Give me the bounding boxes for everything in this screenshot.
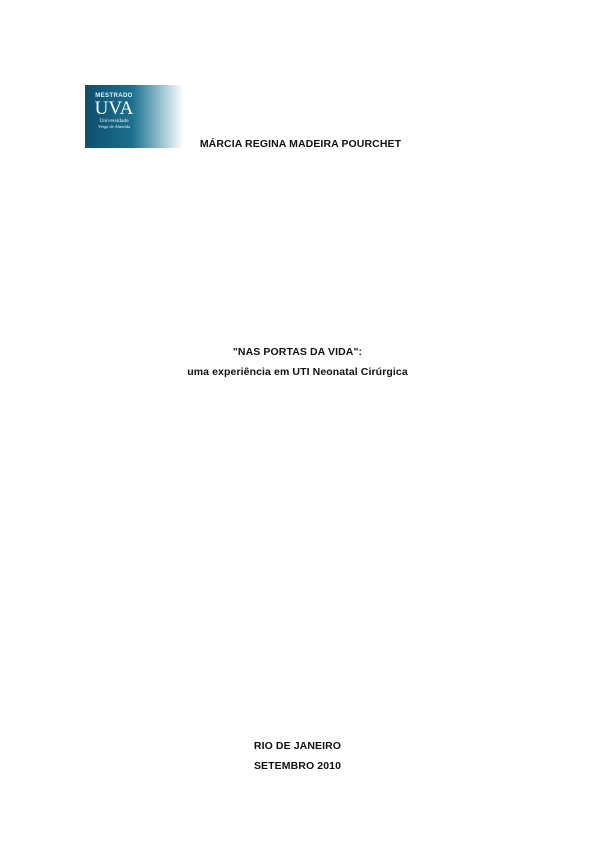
university-logo: [85, 85, 183, 148]
place: RIO DE JANEIRO: [253, 740, 342, 752]
logo-top-text: MESTRADO: [95, 93, 133, 99]
date: SETEMBRO 2010: [253, 760, 342, 772]
logo-panel: [91, 89, 137, 145]
logo-line-2: Veiga de Almeida: [98, 124, 130, 129]
title-line-2: uma experiência em UTI Neonatal Cirúrgica: [187, 366, 408, 378]
author-name: MÁRCIA REGINA MADEIRA POURCHET: [199, 138, 402, 150]
title-line-1: "NAS PORTAS DA VIDA":: [232, 346, 363, 358]
logo-line-1: Universidade: [99, 118, 129, 124]
logo-main-text: UVA: [94, 98, 134, 119]
